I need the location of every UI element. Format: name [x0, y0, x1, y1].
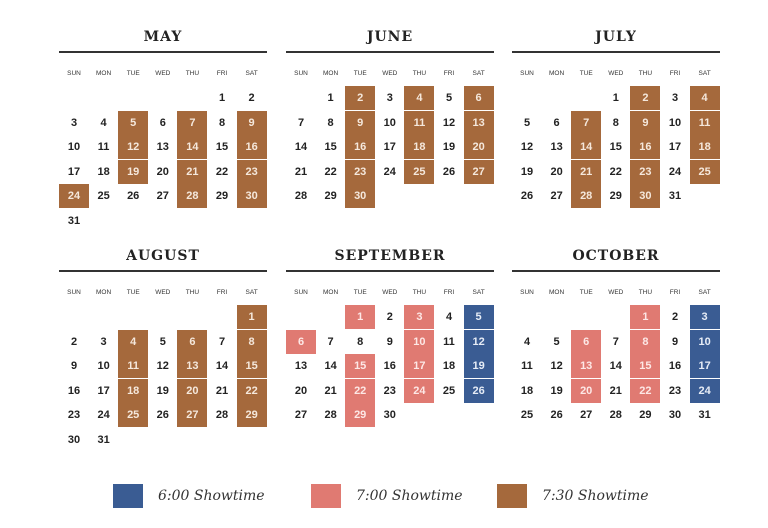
- weekday-header: SAT: [245, 70, 258, 77]
- weekday-header: THU: [412, 70, 427, 77]
- day-cell: 10: [97, 360, 110, 372]
- weekday-header: SAT: [698, 289, 711, 296]
- day-cell: 2: [386, 311, 393, 323]
- day-cell: 26: [520, 190, 534, 202]
- day-cell: 30: [237, 184, 267, 208]
- day-cell: 4: [690, 86, 720, 110]
- day-cell: 1: [327, 92, 334, 104]
- weekday-header: SUN: [520, 289, 534, 296]
- month-may: [59, 27, 267, 227]
- day-cell: 14: [571, 135, 601, 159]
- day-cell: 23: [383, 384, 396, 397]
- day-cell: 27: [580, 409, 593, 421]
- day-cell: 13: [464, 111, 494, 135]
- day-cell: 10: [67, 141, 81, 153]
- day-cell: 31: [97, 433, 110, 446]
- weekday-header: WED: [608, 70, 624, 77]
- month-title: JULY: [595, 29, 637, 45]
- legend-swatch-blue: [113, 484, 143, 508]
- day-cell: 13: [294, 360, 308, 372]
- day-cell: 18: [442, 360, 456, 372]
- day-cell: 8: [237, 330, 267, 354]
- legend-label: 6:00 Showtime: [158, 488, 265, 504]
- day-cell: 14: [324, 360, 337, 372]
- legend-label: 7:00 Showtime: [356, 488, 463, 504]
- day-cell: 22: [215, 165, 229, 178]
- legend-swatch-brown: [497, 484, 527, 508]
- day-cell: 8: [218, 116, 226, 129]
- day-cell: 10: [668, 116, 682, 129]
- day-cell: 17: [404, 354, 434, 378]
- day-cell: 24: [690, 379, 720, 403]
- day-cell: 29: [609, 190, 622, 202]
- day-cell: 13: [571, 354, 601, 378]
- day-cell: 30: [67, 433, 81, 446]
- day-cell: 2: [671, 311, 679, 323]
- day-cell: 22: [324, 165, 337, 178]
- day-cell: 28: [294, 190, 308, 202]
- weekday-header: SUN: [294, 289, 308, 296]
- weekday-header: SAT: [472, 70, 485, 77]
- day-cell: 14: [609, 360, 622, 372]
- day-cell: 26: [127, 190, 140, 202]
- day-cell: 2: [630, 86, 660, 110]
- day-cell: 1: [612, 92, 619, 104]
- day-cell: 4: [445, 311, 453, 323]
- day-cell: 4: [523, 335, 531, 348]
- day-cell: 18: [97, 165, 110, 178]
- day-cell: 28: [177, 184, 207, 208]
- day-cell: 2: [70, 335, 78, 348]
- day-cell: 19: [442, 141, 456, 153]
- weekday-header: SAT: [472, 289, 485, 296]
- day-cell: 18: [118, 379, 148, 403]
- day-cell: 31: [668, 190, 682, 202]
- day-cell: 22: [345, 379, 375, 403]
- day-cell: 7: [218, 335, 226, 348]
- weekday-header: TUE: [126, 70, 140, 77]
- day-cell: 16: [383, 360, 396, 372]
- day-cell: 9: [386, 335, 393, 348]
- day-cell: 29: [324, 190, 337, 202]
- day-cell: 12: [118, 135, 148, 159]
- day-cell: 9: [70, 360, 78, 372]
- day-cell: 10: [690, 330, 720, 354]
- day-cell: 20: [571, 379, 601, 403]
- day-cell: 8: [327, 116, 334, 129]
- day-cell: 4: [404, 86, 434, 110]
- day-cell: 4: [118, 330, 148, 354]
- day-cell: 21: [177, 160, 207, 184]
- weekday-header: MON: [549, 289, 565, 296]
- weekday-header: TUE: [579, 289, 593, 296]
- month-july: [512, 27, 720, 227]
- day-cell: 26: [442, 165, 456, 178]
- day-cell: 15: [215, 141, 229, 153]
- legend-label: 7:30 Showtime: [542, 488, 649, 504]
- weekday-header: TUE: [579, 70, 593, 77]
- day-cell: 8: [630, 330, 660, 354]
- day-cell: 6: [571, 330, 601, 354]
- day-cell: 1: [345, 305, 375, 329]
- day-cell: 24: [668, 165, 682, 178]
- day-cell: 16: [345, 135, 375, 159]
- day-cell: 16: [668, 360, 682, 372]
- weekday-header: THU: [185, 289, 200, 296]
- weekday-header: SAT: [245, 289, 258, 296]
- day-cell: 5: [159, 335, 166, 348]
- day-cell: 5: [464, 305, 494, 329]
- day-cell: 25: [97, 190, 110, 202]
- month-divider: [512, 270, 720, 272]
- day-cell: 21: [324, 384, 337, 397]
- day-cell: 3: [404, 305, 434, 329]
- weekday-header: MON: [323, 70, 339, 77]
- weekday-header: FRI: [216, 70, 228, 77]
- day-cell: 17: [668, 141, 682, 153]
- day-cell: 7: [177, 111, 207, 135]
- day-cell: 30: [383, 409, 396, 421]
- weekday-header: THU: [638, 70, 653, 77]
- day-cell: 31: [698, 409, 711, 421]
- day-cell: 11: [521, 360, 533, 372]
- day-cell: 14: [294, 141, 308, 153]
- weekday-header: MON: [96, 70, 112, 77]
- day-cell: 27: [177, 403, 207, 427]
- month-divider: [512, 51, 720, 53]
- month-title: SEPTEMBER: [334, 248, 446, 264]
- day-cell: 25: [442, 384, 456, 397]
- month-divider: [59, 270, 267, 272]
- day-cell: 25: [690, 160, 720, 184]
- day-cell: 14: [215, 360, 229, 372]
- month-title: OCTOBER: [572, 248, 660, 264]
- weekday-header: SUN: [520, 70, 534, 77]
- day-cell: 24: [59, 184, 89, 208]
- day-cell: 29: [237, 403, 267, 427]
- day-cell: 15: [237, 354, 267, 378]
- month-august: [59, 246, 267, 446]
- day-cell: 24: [404, 379, 434, 403]
- day-cell: 26: [156, 409, 169, 421]
- day-cell: 11: [443, 335, 455, 348]
- day-cell: 21: [571, 160, 601, 184]
- day-cell: 28: [609, 409, 622, 421]
- day-cell: 5: [445, 92, 453, 104]
- day-cell: 3: [70, 116, 78, 129]
- weekday-header: MON: [323, 289, 339, 296]
- day-cell: 29: [639, 409, 652, 421]
- weekday-header: MON: [96, 289, 112, 296]
- day-cell: 23: [630, 160, 660, 184]
- month-october: [512, 246, 720, 446]
- day-cell: 8: [612, 116, 619, 129]
- day-cell: 29: [345, 403, 375, 427]
- day-cell: 22: [630, 379, 660, 403]
- day-cell: 16: [67, 384, 81, 397]
- weekday-header: FRI: [443, 70, 455, 77]
- weekday-header: FRI: [216, 289, 228, 296]
- day-cell: 18: [404, 135, 434, 159]
- day-cell: 22: [237, 379, 267, 403]
- legend-swatch-pink: [311, 484, 341, 508]
- weekday-header: WED: [155, 289, 171, 296]
- day-cell: 13: [156, 141, 169, 153]
- day-cell: 27: [294, 409, 308, 421]
- day-cell: 26: [464, 379, 494, 403]
- day-cell: 7: [327, 335, 334, 348]
- day-cell: 15: [324, 141, 337, 153]
- day-cell: 13: [177, 354, 207, 378]
- day-cell: 3: [690, 305, 720, 329]
- day-cell: 16: [630, 135, 660, 159]
- day-cell: 17: [67, 165, 81, 178]
- day-cell: 29: [215, 190, 229, 202]
- day-cell: 6: [464, 86, 494, 110]
- day-cell: 21: [215, 384, 229, 397]
- weekday-header: THU: [412, 289, 427, 296]
- day-cell: 25: [520, 409, 534, 421]
- day-cell: 14: [177, 135, 207, 159]
- day-cell: 19: [550, 384, 563, 397]
- day-cell: 12: [464, 330, 494, 354]
- day-cell: 17: [97, 384, 110, 397]
- weekday-header: WED: [608, 289, 624, 296]
- day-cell: 5: [553, 335, 560, 348]
- day-cell: 10: [383, 116, 396, 129]
- day-cell: 30: [630, 184, 660, 208]
- day-cell: 2: [345, 86, 375, 110]
- day-cell: 3: [100, 335, 107, 348]
- day-cell: 11: [404, 111, 434, 135]
- weekday-header: WED: [382, 70, 398, 77]
- month-divider: [59, 51, 267, 53]
- day-cell: 20: [177, 379, 207, 403]
- day-cell: 11: [690, 111, 720, 135]
- weekday-header: THU: [638, 289, 653, 296]
- day-cell: 23: [237, 160, 267, 184]
- day-cell: 19: [520, 165, 534, 178]
- day-cell: 17: [690, 354, 720, 378]
- day-cell: 1: [237, 305, 267, 329]
- day-cell: 4: [100, 116, 107, 129]
- day-cell: 20: [550, 165, 563, 178]
- weekday-header: TUE: [353, 70, 367, 77]
- day-cell: 26: [550, 409, 563, 421]
- day-cell: 1: [218, 92, 226, 104]
- day-cell: 13: [550, 141, 563, 153]
- weekday-header: SUN: [67, 289, 81, 296]
- day-cell: 9: [630, 111, 660, 135]
- day-cell: 18: [520, 384, 534, 397]
- day-cell: 11: [97, 141, 110, 153]
- day-cell: 20: [464, 135, 494, 159]
- day-cell: 18: [690, 135, 720, 159]
- day-cell: 23: [67, 409, 81, 421]
- day-cell: 28: [571, 184, 601, 208]
- day-cell: 6: [286, 330, 316, 354]
- day-cell: 9: [237, 111, 267, 135]
- day-cell: 28: [324, 409, 337, 421]
- weekday-header: FRI: [669, 70, 681, 77]
- day-cell: 20: [156, 165, 169, 178]
- day-cell: 28: [215, 409, 229, 421]
- day-cell: 21: [609, 384, 622, 397]
- day-cell: 10: [404, 330, 434, 354]
- weekday-header: SAT: [698, 70, 711, 77]
- day-cell: 23: [345, 160, 375, 184]
- month-june: [286, 27, 494, 227]
- day-cell: 12: [520, 141, 534, 153]
- day-cell: 19: [464, 354, 494, 378]
- day-cell: 7: [612, 335, 619, 348]
- weekday-header: SUN: [294, 70, 308, 77]
- day-cell: 31: [67, 214, 81, 227]
- day-cell: 12: [156, 360, 169, 372]
- day-cell: 1: [630, 305, 660, 329]
- day-cell: 2: [248, 92, 255, 104]
- weekday-header: WED: [155, 70, 171, 77]
- month-divider: [286, 51, 494, 53]
- day-cell: 7: [297, 116, 305, 129]
- day-cell: 15: [609, 141, 622, 153]
- weekday-header: SUN: [67, 70, 81, 77]
- month-title: JUNE: [366, 29, 414, 45]
- day-cell: 21: [294, 165, 308, 178]
- day-cell: 23: [668, 384, 682, 397]
- day-cell: 30: [345, 184, 375, 208]
- day-cell: 20: [294, 384, 308, 397]
- day-cell: 11: [118, 354, 148, 378]
- day-cell: 27: [550, 190, 563, 202]
- day-cell: 9: [671, 335, 679, 348]
- day-cell: 19: [118, 160, 148, 184]
- day-cell: 3: [386, 92, 393, 104]
- day-cell: 9: [345, 111, 375, 135]
- day-cell: 3: [671, 92, 679, 104]
- day-cell: 19: [156, 384, 169, 397]
- day-cell: 17: [383, 141, 396, 153]
- month-september: [286, 246, 494, 446]
- day-cell: 12: [550, 360, 563, 372]
- day-cell: 7: [571, 111, 601, 135]
- day-cell: 16: [237, 135, 267, 159]
- weekday-header: WED: [382, 289, 398, 296]
- weekday-header: TUE: [126, 289, 140, 296]
- day-cell: 15: [630, 354, 660, 378]
- weekday-header: TUE: [353, 289, 367, 296]
- day-cell: 24: [383, 165, 396, 178]
- weekday-header: FRI: [443, 289, 455, 296]
- month-title: MAY: [143, 29, 183, 45]
- day-cell: 15: [345, 354, 375, 378]
- weekday-header: MON: [549, 70, 565, 77]
- day-cell: 5: [118, 111, 148, 135]
- day-cell: 30: [668, 409, 682, 421]
- day-cell: 24: [97, 409, 110, 421]
- day-cell: 12: [442, 116, 456, 129]
- day-cell: 25: [118, 403, 148, 427]
- day-cell: 27: [156, 190, 169, 202]
- day-cell: 5: [523, 116, 531, 129]
- day-cell: 6: [553, 116, 560, 129]
- day-cell: 6: [159, 116, 166, 129]
- month-divider: [286, 270, 494, 272]
- month-title: AUGUST: [126, 248, 200, 264]
- weekday-header: FRI: [669, 289, 681, 296]
- day-cell: 8: [357, 335, 364, 348]
- day-cell: 22: [609, 165, 622, 178]
- day-cell: 6: [177, 330, 207, 354]
- day-cell: 25: [404, 160, 434, 184]
- day-cell: 27: [464, 160, 494, 184]
- weekday-header: THU: [185, 70, 200, 77]
